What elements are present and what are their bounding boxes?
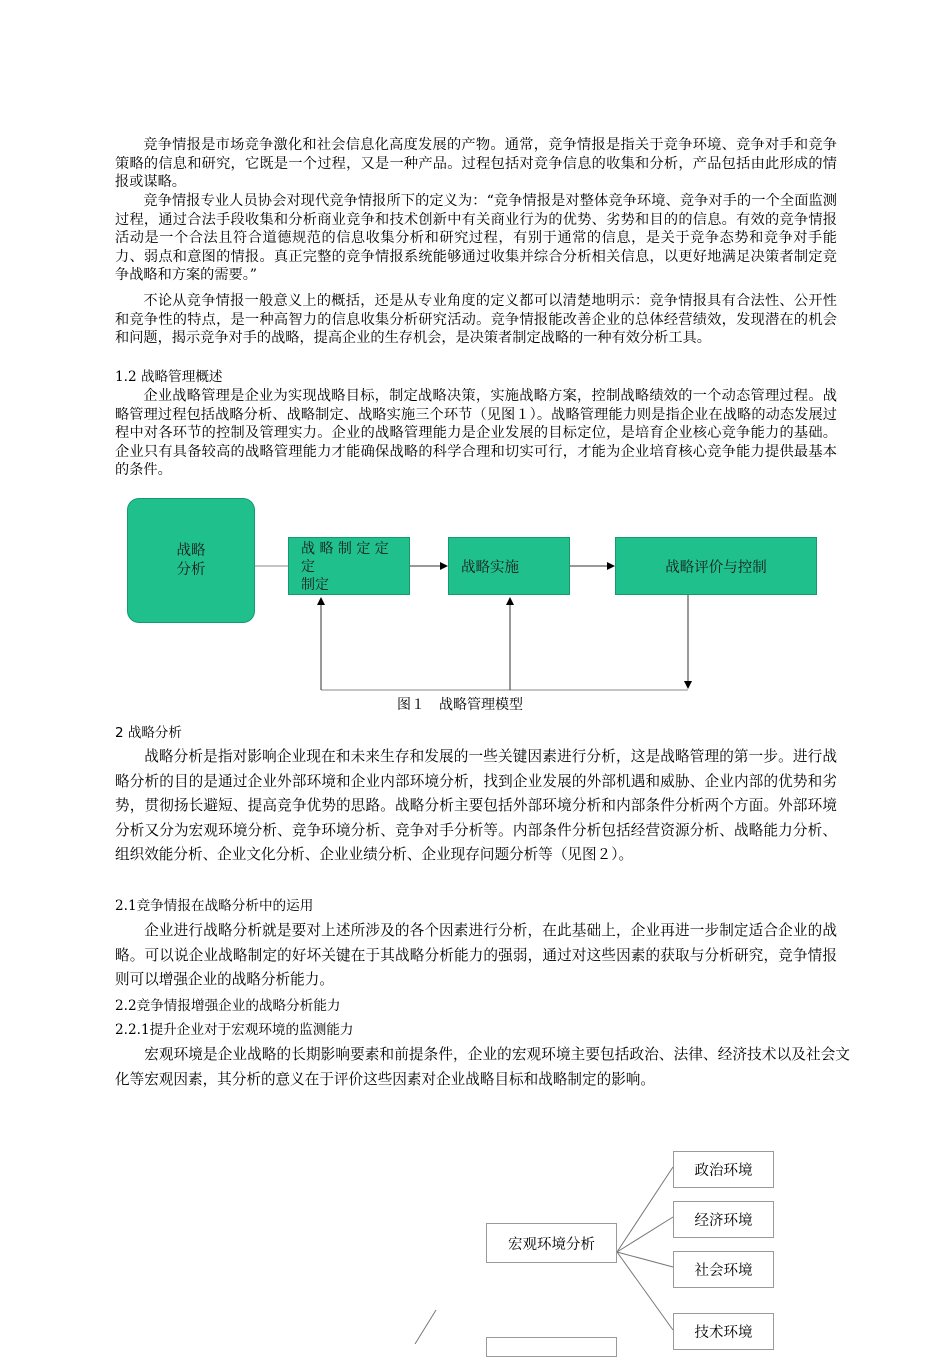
paragraph-strategy-management: 企业战略管理是企业为实现战略目标，制定战略决策，实施战略方案，控制战略绩效的一个动态管理过程。战略管理过程包括战略分析、战略制定、战略实施三个环节（见图１）。战略管理能力则是指企业在战略的动态发展过程中对各环节的控制及管理实力。企业的战略管理能力是企业发展的目标定位，是培育企业核心竞争能力的基础。企业只有具备较高的战略管理能力才能确保战略的科学合理和切实可行，才能为企业培育核心竞争能力提供最基本的条件。 (115, 388, 837, 478)
heading-2-2: 2.2竞争情报增强企业的战略分析能力 (115, 998, 341, 1014)
node-political-label: 政治环境 (694, 1163, 753, 1179)
box-strategy-evaluation-label: 战略评价与控制 (665, 559, 767, 576)
box-strategy-formulation-line3: 制定 (301, 577, 329, 593)
heading-2-1: 2.1竞争情报在战略分析中的运用 (115, 898, 314, 914)
paragraph-ci-origin: 竞争情报是市场竞争激化和社会信息化高度发展的产物。通常，竞争情报是指关于竞争环境、竞争对手和竞争策略的信息和研究，它既是一个过程，又是一种产品。过程包括对竞争信息的收集和分析，产品包括由此形成的情报或谋略。 (115, 137, 837, 190)
paragraph-ci-definition: 竞争情报专业人员协会对现代竞争情报所下的定义为：“竞争情报是对整体竞争环境、竞争对手的一个全面监测过程，通过合法手段收集和分析商业竞争和技术创新中有关商业行为的优势、劣势和目的的信息。有效的竞争情报活动是一个合法且符合道德规范的信息收集分析和研究过程，有别于通常的信息，是关于竞争态势和竞争对手能力、弱点和意图的情报。真正完整的竞争情报系统能够通过收集并综合分析相关信息，以更好地满足决策者制定竞争战略和方案的需要。” (115, 193, 837, 283)
paragraph-strategy-analysis: 战略分析是指对影响企业现在和未来生存和发展的一些关键因素进行分析，这是战略管理的第一步。进行战略分析的目的是通过企业外部环境和企业内部环境分析，找到企业发展的外部机遇和威胁、企业内部的优势和劣势，贯彻扬长避短、提高竞争优势的思路。战略分析主要包括外部环境分析和内部条件分析两个方面。外部环境分析又分为宏观环境分析、竞争环境分析、竞争对手分析等。内部条件分析包括经营资源分析、战略能力分析、组织效能分析、企业文化分析、企业业绩分析、企业现存问题分析等（见图２）。 (115, 748, 837, 863)
node-social-label: 社会环境 (694, 1263, 753, 1279)
box-strategy-formulation-line2: 定 (301, 559, 315, 575)
node-political (673, 1151, 774, 1188)
paragraph-ci-features: 不论从竞争情报一般意义上的概括，还是从专业角度的定义都可以清楚地明示：竞争情报具有合法性、公开性和竞争性的特点，是一种高智力的信息收集分析研究活动。竞争情报能改善企业的总体经营绩效，发现潜在的机会和问题，揭示竞争对手的战略，提高企业的生存机会，是决策者制定战略的一种有效分析工具。 (115, 293, 837, 346)
heading-2: 2 战略分析 (115, 725, 182, 741)
box-strategy-implementation-label: 战略实施 (461, 559, 519, 576)
box-strategy-analysis-line2: 分析 (176, 561, 206, 578)
heading-2-2-1: 2.2.1提升企业对于宏观环境的监测能力 (115, 1022, 354, 1038)
node-social (673, 1251, 774, 1288)
node-technology (673, 1313, 774, 1350)
node-technology-label: 技术环境 (694, 1325, 753, 1341)
node-partial-box (486, 1337, 617, 1357)
node-economic-label: 经济环境 (694, 1213, 753, 1229)
node-economic (673, 1201, 774, 1238)
node-macro-environment-label: 宏观环境分析 (508, 1236, 595, 1253)
box-strategy-analysis-line1: 战略 (176, 542, 206, 559)
node-macro-environment (486, 1223, 617, 1263)
paragraph-macro-environment: 宏观环境是企业战略的长期影响要素和前提条件，企业的宏观环境主要包括政治、法律、经济技术以及社会文化等宏观因素，其分析的意义在于评价这些因素对企业战略目标和战略制定的影响。 (115, 1046, 850, 1088)
box-strategy-formulation-line1: 战 略 制 定 定 (301, 541, 389, 557)
heading-1-2: 1.2 战略管理概述 (115, 369, 223, 385)
figure1-caption: 图１ 战略管理模型 (397, 697, 523, 713)
paragraph-ci-in-analysis: 企业进行战略分析就是要对上述所涉及的各个因素进行分析，在此基础上，企业再进一步制定适合企业的战略。可以说企业战略制定的好坏关键在于其战略分析能力的强弱，通过对这些因素的获取与分析研究，竞争情报则可以增强企业的战略分析能力。 (115, 922, 837, 988)
